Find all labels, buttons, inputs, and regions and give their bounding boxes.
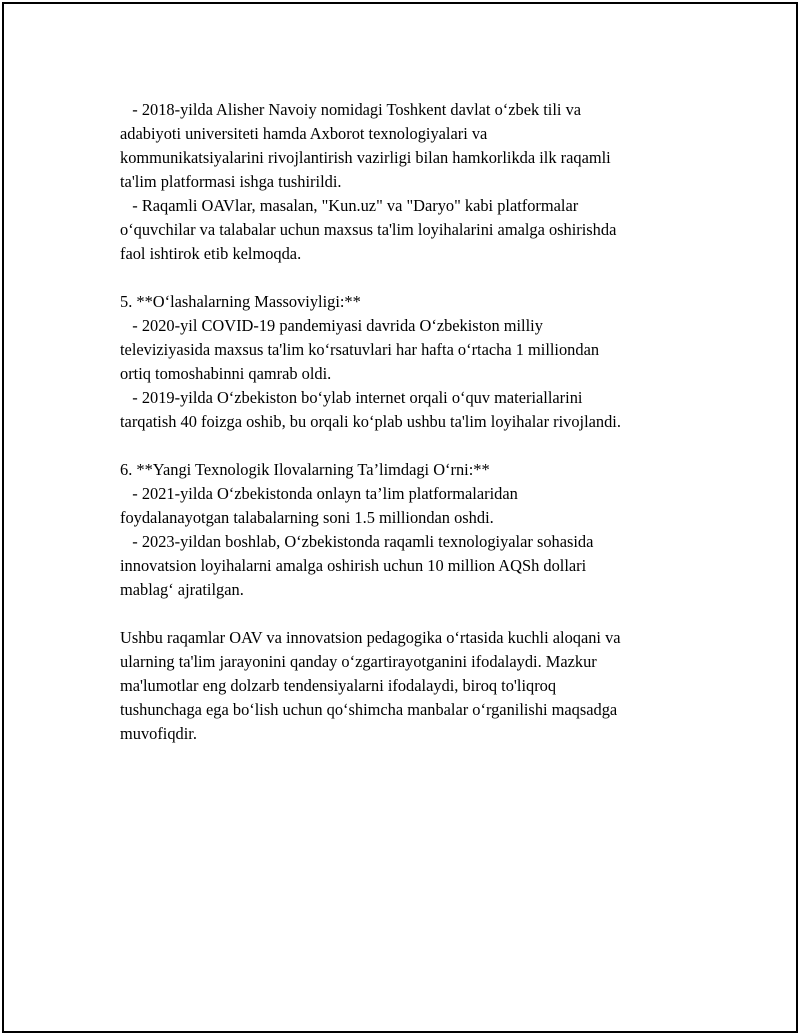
text-line: ortiq tomoshabinni qamrab oldi. [120,364,332,383]
text-line: faol ishtirok etib kelmoqda. [120,244,302,263]
paragraph-gap [120,266,700,290]
text-line: ma'lumotlar eng dolzarb tendensiyalarni ifodalaydi, biroq to'liqroq [120,676,557,695]
text-line: - 2023-yildan boshlab, O‘zbekistonda raqamli texnologiyalar sohasida [120,532,594,551]
paragraph-gap [120,434,700,458]
document-body [120,98,700,746]
text-line: ta'lim platformasi ishga tushirildi. [120,172,342,191]
section-heading: 5. **O‘lashalarning Massoviyligi:** [120,292,361,311]
text-line: o‘quvchilar va talabalar uchun maxsus ta'lim loyihalarini amalga oshirishda [120,220,617,239]
text-line: - 2020-yil COVID-19 pandemiyasi davrida O‘zbekiston milliy [120,316,543,335]
text-line: - 2018-yilda Alisher Navoiy nomidagi Toshkent davlat o‘zbek tili va [120,100,582,119]
text-line: muvofiqdir. [120,724,197,743]
text-line: mablag‘ ajratilgan. [120,580,244,599]
section-6 [120,458,700,602]
section-heading: 6. **Yangi Texnologik Ilovalarning Ta’limdagi O‘rni:** [120,460,490,479]
text-line: innovatsion loyihalarni amalga oshirish uchun 10 million AQSh dollari [120,556,587,575]
section-5 [120,290,700,434]
text-line: ularning ta'lim jarayonini qanday o‘zgartirayotganini ifodalaydi. Mazkur [120,652,597,671]
text-line: - 2021-yilda O‘zbekistonda onlayn ta’lim platformalaridan [120,484,518,503]
text-line: foydalanayotgan talabalarning soni 1.5 milliondan oshdi. [120,508,494,527]
text-line: - 2019-yilda O‘zbekiston bo‘ylab internet orqali o‘quv materiallarini [120,388,583,407]
text-line: adabiyoti universiteti hamda Axborot texnologiyalari va [120,124,488,143]
text-line: tarqatish 40 foizga oshib, bu orqali ko‘plab ushbu ta'lim loyihalar rivojlandi. [120,412,621,431]
text-line: televiziyasida maxsus ta'lim ko‘rsatuvlari har hafta o‘rtacha 1 milliondan [120,340,600,359]
conclusion-paragraph [120,626,700,746]
document-page [2,2,798,1033]
paragraph-gap [120,602,700,626]
text-line: tushunchaga ega bo‘lish uchun qo‘shimcha manbalar o‘rganilishi maqsadga [120,700,618,719]
intro-block [120,98,700,266]
text-line: kommunikatsiyalarini rivojlantirish vazirligi bilan hamkorlikda ilk raqamli [120,148,611,167]
text-line: Ushbu raqamlar OAV va innovatsion pedagogika o‘rtasida kuchli aloqani va [120,628,621,647]
text-line: - Raqamli OAVlar, masalan, "Kun.uz" va "Daryo" kabi platformalar [120,196,579,215]
